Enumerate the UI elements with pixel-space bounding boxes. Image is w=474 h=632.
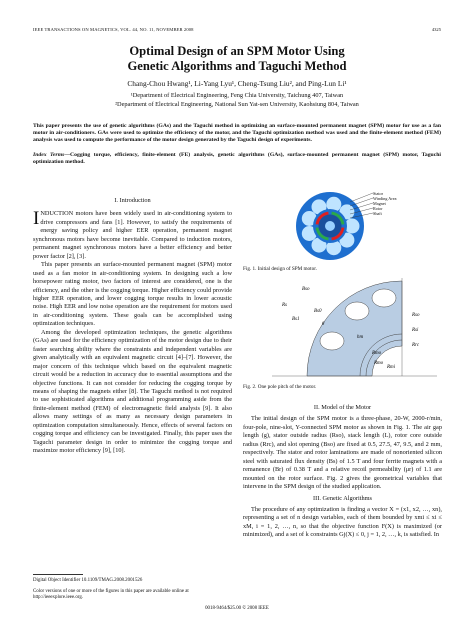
right-column xyxy=(243,404,442,540)
dimension-label: Rrc xyxy=(412,343,420,348)
dimension-label: Rmo xyxy=(372,351,382,356)
index-terms xyxy=(33,152,441,166)
dimension-label: Rsi xyxy=(412,328,419,333)
running-header: IEEE TRANSACTIONS ON MAGNETICS, VOL. 44, NO. 11, NOVEMBER 2008 xyxy=(33,27,194,32)
dimension-label: Bs1 xyxy=(292,317,300,322)
paper-title xyxy=(0,44,474,73)
copyright-footer: 0018-9464/$25.00 © 2008 IEEE xyxy=(205,606,269,611)
legend-stator: Stator xyxy=(373,191,384,196)
section-2-heading: II. Model of the Motor xyxy=(313,404,372,411)
left-column xyxy=(33,197,232,456)
index-terms-label: Index Terms xyxy=(33,152,65,158)
index-terms-text: —Cogging torque, efficiency, finite-element (FE) analysis, genetic algorithms (GAs), surface-mounted permanent magnet (SPM) motor, Taguchi optimization method. xyxy=(33,152,441,166)
legend-winding-area: Winding Area xyxy=(373,196,397,202)
intro-paragraph-1 xyxy=(33,210,232,261)
affiliation-1: ¹Department of Electrical Engineering, Feng Chia University, Taichung 407, Taiwan xyxy=(130,92,344,99)
drop-cap: I xyxy=(33,208,40,230)
footnote-rule xyxy=(33,574,83,575)
dimension-label: Rso xyxy=(412,313,420,318)
figure-2-pole-pitch xyxy=(262,276,442,378)
figure-2-caption: Fig. 2. One pole pitch of the motor. xyxy=(243,384,317,390)
section-1-heading: I. Introduction xyxy=(114,197,151,204)
figure-1-legend xyxy=(373,191,396,216)
dimension-label: hm xyxy=(357,335,364,340)
figure-1-caption: Fig. 1. Initial design of SPM motor. xyxy=(243,266,317,272)
intro-paragraph-1-text: NDUCTION motors have been widely used in air-conditioning system to drive compressors and fans [1]. However, to satisfy the requirements of energy saving policy and higher EER operation, permanent magnet synchronous motors have become inevitable. Compared to induction motors, permanent magnet synchronous motors have a better efficiency and better power factor [2], [3]. xyxy=(33,210,232,260)
legend-rotor: Rotor xyxy=(373,206,383,212)
dimension-label: Rs xyxy=(282,303,287,308)
dimension-label: g xyxy=(322,321,325,326)
intro-paragraph-2: This paper presents an surface-mounted permanent magnet (SPM) motor used as a fan motor in air-conditioning system. In designing such a low horsepower rating motor, two factors of interest are considered, one is the efficiency, and the other is the cogging torque. Higher efficiency could provide higher EER operation, and lower cogging torque results in lower acoustic noise. High EER and low noise operation are the requirement for motors used in air-conditioning system. These goals can be accomplished using optimization techniques. xyxy=(33,261,232,328)
model-paragraph: The initial design of the SPM motor is a three-phase, 20-W, 2000-r/min, four-pole, nine-slot, Y-connected SPM motor as shown in Fig. 1. The air gap length (g), stator outside radius (Rso), stack length (L), rotor core outside radius (Rrc), and slot opening (Bso) are fixed at 0.5, 27.5, 47, 9.5, and 2 mm, respectively. The stator and rotor laminations are made of nonoriented silicon steel with saturated flux density (Bs) of 1.5 T and four ferrite magnets with a remanence (Br) of 0.38 T and a relative recoil permeability (μr) of 1.1 are mounted on the rotor surface. Fig. 2 gives the geometrical variables that intervene in the SPM design of the studied application. xyxy=(243,415,442,491)
dimension-label: Rmi xyxy=(387,365,396,370)
stator-slot xyxy=(320,332,344,350)
title-line-1: Optimal Design of an SPM Motor Using xyxy=(129,44,345,58)
author-list: Chang-Chou Hwang¹, Li-Yang Lyu¹, Cheng-Tsung Liu², and Ping-Lun Li¹ xyxy=(127,79,347,88)
affiliation-2: ²Department of Electrical Engineering, National Sun Yat-sen University, Kaohsiung 804, Taiwan xyxy=(115,101,359,108)
stator-slot xyxy=(372,289,396,307)
page-number: 4325 xyxy=(431,27,441,32)
shaft xyxy=(325,221,335,231)
section-3-heading: III. Genetic Algorithms xyxy=(313,494,372,502)
dimension-label: Bs0 xyxy=(314,309,322,314)
color-footnote: Color versions of one or more of the figures in this paper are available online at http://ieeexplore.ieee.org. xyxy=(33,589,189,601)
intro-paragraph-3: Among the developed optimization techniques, the genetic algorithms (GAs) are used for the efficiency optimization of the motor design due to their faster searching ability where the constraints and independent variables are given analytically with an equivalent magnetic circuit [4]–[7]. However, the major concern of this technique which based on the equivalent magnetic circuit would be a reduction in accuracy due to essential assumptions and the objective functions. It can not consider for reducing the cogging torque by means of shaping the magnets either [8]. The Taguchi method is not required to use sophisticated algorithms and additional programming aside from the finite-element method (FEM) of electromagnetic field analysis [9]. It also allows many settings of as many as necessary design parameters in optimization computation simultaneously. Hence, effects of several factors on cogging torque and efficiency can be investigated. Finally, this paper uses the Taguchi parameter design in order to minimize the cogging torque and maximize motor efficiency [9], [10]. xyxy=(33,328,232,455)
stator-slot xyxy=(345,302,369,320)
legend-leader-line xyxy=(350,193,373,202)
ga-paragraph: The procedure of any optimization is finding a vector X = (x1, x2, …, xn), representing a set of n design variables, each of them bounded by xmi ≤ xi ≤ xM, i = 1, 2, …, n, so that the objective function F(X) is maximized (or minimized), and a set of k constraints Gj(X) ≤ 0, j = 1, 2, …, k, is satisfied. In xyxy=(243,505,442,539)
abstract: This paper presents the use of genetic algorithms (GAs) and the Taguchi method in optimizing an surface-mounted permanent magnet (SPM) motor for use as a fan motor in air-conditioners. GAs were used to optimize the efficiency of the motor, and the Taguchi optimization method was used and the finite-element method (FEM) analysis was used to compute the performance of the motor design generated by the Taguchi design of experiments. xyxy=(33,123,441,144)
legend-shaft: Shaft xyxy=(373,211,382,217)
dimension-label: Rmo xyxy=(374,361,384,366)
title-line-2: Genetic Algorithms and Taguchi Method xyxy=(127,58,347,73)
doi-footnote: Digital Object Identifier 10.1109/TMAG.2008.2001526 xyxy=(33,578,143,583)
legend-magnet: Magnet xyxy=(373,201,386,207)
dimension-label: Bso xyxy=(302,287,310,292)
